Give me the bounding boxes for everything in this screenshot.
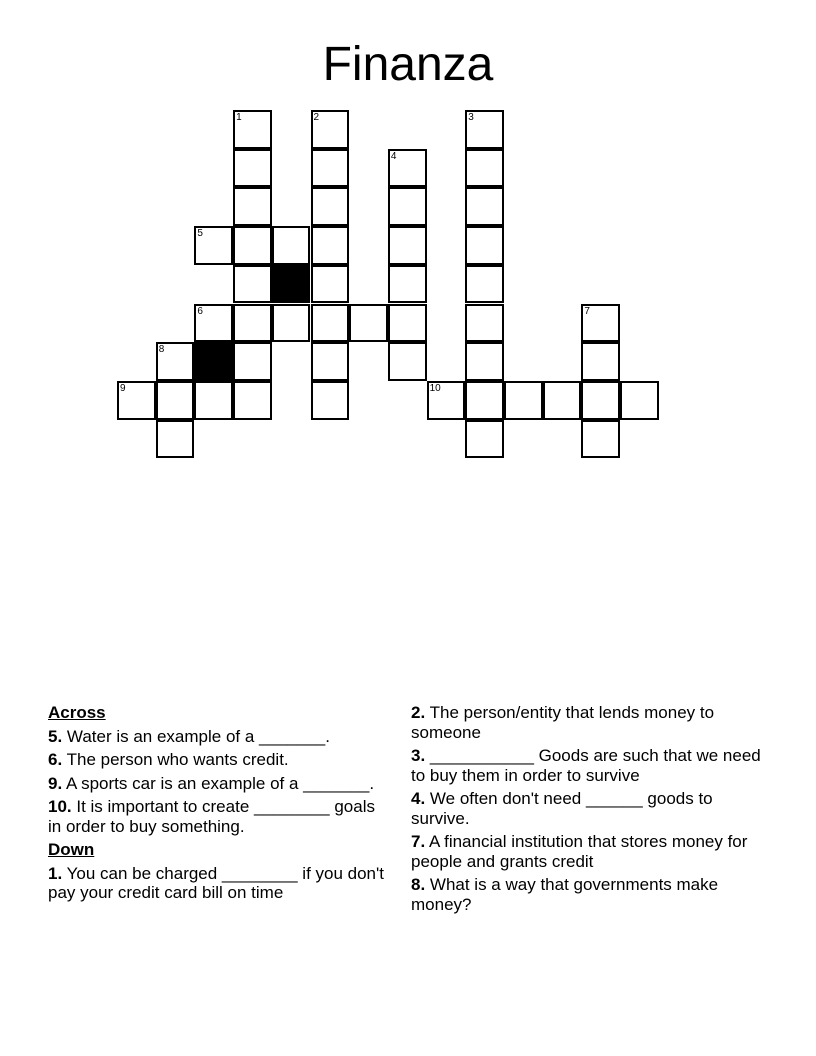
clues-right-column (411, 703, 771, 918)
grid-cell[interactable] (388, 304, 427, 343)
cell-number: 9 (120, 382, 126, 394)
grid-cell[interactable] (311, 110, 350, 149)
down-clue-list-continued (411, 703, 771, 914)
grid-cell[interactable] (311, 187, 350, 226)
clue-text: ___________ Goods are such that we need to buy them in order to survive (411, 746, 761, 785)
grid-cell[interactable] (581, 420, 620, 459)
across-clue (48, 797, 384, 836)
grid-cell[interactable] (581, 381, 620, 420)
grid-cell[interactable] (465, 149, 504, 188)
clue-text: What is a way that governments make money? (411, 875, 719, 914)
down-clue (411, 832, 771, 871)
clue-text: Water is an example of a _______. (62, 726, 330, 746)
clue-number: 4. (411, 789, 426, 808)
clue-text: The person/entity that lends money to someone (411, 703, 715, 742)
grid-cell[interactable] (349, 304, 388, 343)
grid-cell[interactable] (272, 226, 311, 265)
cell-number: 10 (429, 382, 441, 394)
grid-cell[interactable] (311, 149, 350, 188)
down-clue (411, 746, 771, 785)
clue-number: 3. (411, 746, 426, 765)
clue-number: 7. (411, 832, 426, 851)
clue-number: 8. (411, 875, 426, 894)
grid-cell[interactable] (388, 342, 427, 381)
clue-number: 10. (48, 797, 72, 816)
grid-cell[interactable] (233, 110, 272, 149)
across-clue-list (48, 727, 384, 837)
grid-cell[interactable] (233, 226, 272, 265)
cell-number: 4 (390, 150, 397, 162)
black-cell (272, 265, 311, 304)
clue-number: 1. (48, 863, 63, 883)
grid-cell[interactable] (465, 304, 504, 343)
grid-cell[interactable] (311, 304, 350, 343)
grid-cell[interactable] (194, 381, 233, 420)
puzzle-title: Finanza (322, 38, 494, 91)
grid-cell[interactable] (581, 342, 620, 381)
grid-cell[interactable] (194, 304, 233, 343)
cell-number: 8 (158, 344, 165, 356)
grid-cell[interactable] (388, 226, 427, 265)
across-clue (48, 774, 384, 794)
across-clue (48, 727, 384, 747)
grid-cell[interactable] (543, 381, 582, 420)
clue-number: 9. (48, 773, 63, 793)
cell-number: 2 (313, 112, 320, 123)
down-clue-list (48, 864, 384, 903)
across-heading: Across (48, 703, 106, 722)
clue-text: A financial institution that stores money for people and grants credit (411, 832, 748, 871)
grid-cell[interactable] (233, 381, 272, 420)
grid-cell[interactable] (194, 226, 233, 265)
grid-cell[interactable] (311, 342, 350, 381)
grid-cell[interactable] (233, 149, 272, 188)
grid-cell[interactable] (156, 381, 195, 420)
grid-cell[interactable] (156, 342, 195, 381)
clue-number: 6. (48, 750, 63, 769)
grid-cell[interactable] (465, 110, 504, 149)
clues-left-column (48, 703, 384, 907)
down-heading: Down (48, 840, 95, 859)
grid-cell[interactable] (156, 420, 195, 459)
clue-text: You can be charged ________ if you don't pay your credit card bill on time (48, 863, 384, 902)
grid-cell[interactable] (272, 304, 311, 343)
down-clue (411, 789, 771, 828)
grid-cell[interactable] (388, 265, 427, 304)
grid-cell[interactable] (581, 304, 620, 343)
grid-cell[interactable] (465, 420, 504, 459)
grid-cell[interactable] (311, 265, 350, 304)
down-clue (411, 875, 771, 914)
cell-number: 5 (197, 228, 203, 240)
clue-text: We often don't need ______ goods to survive. (411, 789, 713, 828)
down-clue (411, 703, 771, 742)
grid-cell[interactable] (311, 226, 350, 265)
down-clue (48, 864, 384, 903)
clue-text: A sports car is an example of a _______. (62, 773, 375, 793)
grid-cell[interactable] (465, 342, 504, 381)
cell-number: 3 (468, 112, 474, 123)
grid-cell[interactable] (465, 265, 504, 304)
grid-cell[interactable] (117, 381, 156, 420)
grid-cell[interactable] (233, 304, 272, 343)
cell-number: 6 (197, 305, 203, 317)
grid-cell[interactable] (311, 381, 350, 420)
clue-number: 5. (48, 726, 63, 746)
clue-number: 2. (411, 703, 426, 722)
grid-cell[interactable] (465, 381, 504, 420)
grid-cell[interactable] (465, 226, 504, 265)
grid-cell[interactable] (504, 381, 543, 420)
grid-cell[interactable] (233, 187, 272, 226)
grid-cell[interactable] (620, 381, 659, 420)
grid-cell[interactable] (427, 381, 466, 420)
grid-cell[interactable] (233, 265, 272, 304)
grid-cell[interactable] (388, 149, 427, 188)
grid-cell[interactable] (465, 187, 504, 226)
across-clue (48, 750, 384, 770)
black-cell (194, 342, 233, 381)
clue-text: The person who wants credit. (62, 750, 289, 769)
grid-cell[interactable] (233, 342, 272, 381)
clue-text: It is important to create ________ goals in order to buy something. (48, 797, 375, 836)
cell-number: 7 (584, 305, 590, 317)
cell-number: 1 (236, 112, 242, 123)
grid-cell[interactable] (388, 187, 427, 226)
